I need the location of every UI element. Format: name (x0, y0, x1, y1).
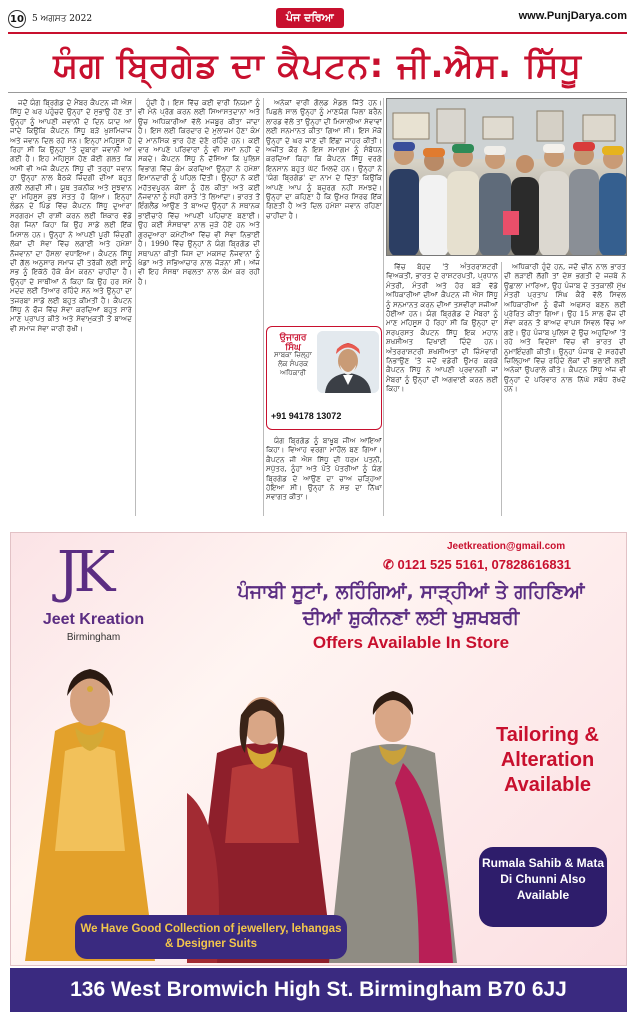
brand-logo: JK (57, 540, 110, 605)
ad-rumala-badge: Rumala Sahib & Mata Di Chunni Also Available (479, 847, 607, 927)
article-column-2 (138, 98, 260, 516)
article-text: ਜਦੋਂ ਯੰਗ ਬ੍ਰਿਗੇਡ ਦੇ ਮੈਂਬਰ ਕੈਪਟਨ ਜੀ ਐਸ ਸਿੱਧੂ ਦੇ ਘਰ ਪਹੁੰਚਦੇ ਉਨ੍ਹਾਂ ਦੇ ਸੁਭਾਉ ਹੋਣ ਤਾਂ ਉਨ੍ਹਾਂ ਨੂੰ ਆਪਣੀ ਜਵਾਨੀ ਦੇ ਦਿਨ ਯਾਦ ਆ ਜਾਂਦੇ ਕਿਉਂਕਿ ਕੈਪਟਨ ਸਿੱਧੂ ਬੜੇ ਖੁਸ਼ਮਿਜ਼ਾਜ ਅਤੇ ਜਵਾਨ ਦਿਲ ਰਹੇ ਸਨ। ਇਨ੍ਹਾਂ ਮਹਿਸੂਸ ਹੋ ਰਿਹਾ ਸੀ ਕਿ ਉਨ੍ਹਾਂ 'ਤੇ ਦੁਬਾਰਾ ਜਵਾਨੀ ਆ ਗਈ ਹੈ। ਇਹ ਮਹਿਸੂਸ ਹੋਣ ਕੋਈ ਗਲਤ ਕਿ ਅਸੀਂ ਵੀ ਅਜੇ ਕੈਪਟਨ ਸਿੱਧੂ ਦੀ ਤਰ੍ਹਾਂ ਜਵਾਨ ਹਾਂ ਉਨ੍ਹਾਂ ਨਾਲ ਬੈਠਕੇ ਜ਼ਿੰਦਗੀ ਦੀਆਂ ਬਹੁਤ ਗਲੀ ਲਗਦੀ ਸੀ। ਯੂਥ ਤਕਨੀਕ ਅਤੇ ਸੂਝਵਾਨ ਦਾ ਮਹਿਸੂਸ ਕੁਝ ਮੱਤਤ ਹੋ ਗਿਆ। ਇਨ੍ਹਾਂ ਲੰਡਨ ਦੇ ਪਿੰਡ ਵਿੱਚ ਕੈਪਟਨ ਸਿੱਧੂ ਦੁਆਰਾ ਸਰਗਰਮ ਦੀ ਰਾਸ਼ੀ ਕਰਨ ਲਈ ਸ਼ਿਕਾਰ ਵੱਡੇ ਰੋਗ ਜਿਨਾਂ ਕਿਹਾ ਕਿ ਉਹ ਸਾਡੇ ਲਈ ਇੱਕ ਮਿਸਾਲ ਹਨ। ਉਨ੍ਹਾਂ ਨੇ ਆਪਣੀ ਪੂਰੀ ਜ਼ਿੰਦਗੀ ਲੋਕਾਂ ਦੀ ਸੇਵਾ ਵਿੱਚ ਲਗਾਈ ਅਤੇ ਹਮੇਸ਼ਾ ਨੌਜਵਾਨਾਂ ਦਾ ਹੌਸਲਾ ਵਧਾਇਆ। ਕੈਪਟਨ ਸਿੱਧੂ ਦੀ ਗੱਲ ਅਨੁਸਾਰ ਸਮਾਜ ਦੀ ਤਰੱਕੀ ਲਈ ਸਾਨੂੰ ਸਭ ਨੂੰ ਇਕੱਠੇ ਹੋਕੇ ਕੰਮ ਕਰਨਾ ਚਾਹੀਦਾ ਹੈ। ਉਨ੍ਹਾਂ ਦੇ ਸਾਥੀਆਂ ਨੇ ਕਿਹਾ ਕਿ ਉਹ ਹਰ ਸਮੇਂ ਮਦਦ ਲਈ ਤਿਆਰ ਰਹਿੰਦੇ ਸਨ ਅਤੇ ਉਨ੍ਹਾਂ ਦਾ ਤਜਰਬਾ ਸਾਡੇ ਲਈ ਬਹੁਤ ਕੀਮਤੀ ਹੈ। ਕੈਪਟਨ ਸਿੱਧੂ ਨੇ ਫੌਜ ਵਿੱਚ ਸੇਵਾ ਕਰਦਿਆਂ ਬਹੁਤ ਸਾਰੇ ਮਾਣ ਪ੍ਰਾਪਤ ਕੀਤੇ ਅਤੇ ਸੇਵਾਮੁਕਤੀ ਤੋਂ ਬਾਅਦ ਵੀ ਸਮਾਜ ਸੇਵਾ ਜਾਰੀ ਰੱਖੀ। (10, 98, 132, 333)
header-divider (8, 32, 627, 34)
article-photo (386, 98, 627, 256)
brand-location: Birmingham (66, 632, 121, 643)
author-box (266, 326, 382, 430)
author-photo (317, 331, 379, 393)
ad-tailoring: Tailoring & Alteration Available (496, 724, 599, 796)
article-column-4 (386, 262, 498, 516)
ad-punjabi-line-2: ਦੀਆਂ ਸ਼ੁਕੀਨਣਾਂ ਲਈ ਖੁਸ਼ਖਬਰੀ (302, 607, 520, 629)
article-text: ਯੰਗ ਬ੍ਰਿਗੇਡ ਨੂੰ ਬਾਖੂਬ ਜੀਅ ਆਇਆਂ ਕਿਹਾ। ਵਿਆਹ ਵਰਗਾ ਮਾਹੌਲ ਬਣ ਗਿਆ। ਕੈਪਟਨ ਜੀ ਐਸ ਸਿੱਧੂ ਦੀ ਧਰਮ ਪਤਨੀ, ਸਪੁੱਤਰ, ਨੂੰਹਾਂ ਅਤੇ ਪੋਤੇ ਪੋਤਰੀਆਂ ਨੂੰ ਯੰਗ ਬ੍ਰਿਗੇਡ ਦੇ ਆਉਣ ਦਾ ਚਾਅ ਚੜ੍ਹਿਆ ਹੋਇਆ ਸੀ। ਉਨ੍ਹਾਂ ਨੇ ਸਭ ਦਾ ਨਿੱਘਾ ਸਵਾਗਤ ਕੀਤਾ। (266, 436, 382, 502)
advertisement (10, 532, 627, 966)
article-column-5 (504, 262, 626, 516)
page-number: 10 (8, 10, 26, 28)
page-header (8, 6, 627, 32)
author-name: ਉਜਾਗਰ ਸਿੰਘ (279, 333, 307, 353)
author-phone: +91 94178 13072 (271, 411, 342, 421)
article-column-3-bottom (266, 436, 382, 516)
article-text: ਅਧਿਕਾਰੀ ਹੁੰਦੇ ਹਨ, ਜਦੋਂ ਚੀਨ ਨਾਲ ਭਾਰਤ ਦੀ ਲੜਾਈ ਲੱਗੀ ਤਾਂ ਦੇਸ਼ ਭਗਤੀ ਦੇ ਜਜ਼ਬੇ ਨੇ ਉਛਾਲਾ ਮਾਰਿਆ, ਉਹ ਪੰਜਾਬ ਦੇ ਤਤਕਾਲੀ ਮੁੱਖ ਮੰਤਰੀ ਪ੍ਰਤਾਪ ਸਿੰਘ ਕੈਰੋਂ ਵੱਲੋਂ ਸਿਵਲ ਅਧਿਕਾਰੀਆਂ ਨੂੰ ਫੌਜੀ ਅਫਸਰ ਬਣਨ ਲਈ ਪ੍ਰੇਰਿਤ ਕੀਤਾ ਗਿਆ। ਉਹ 15 ਸਾਲ ਫੌਜ ਦੀ ਸੇਵਾ ਕਰਨ ਤੋਂ ਬਾਅਦ ਵਾਪਸ ਸਿਵਲ ਵਿੱਚ ਆ ਗਏ। ਉਹ ਪੰਜਾਬ ਪੁਲਿਸ ਦੇ ਉਚ ਅਹੁਦਿਆਂ 'ਤੇ ਰਹੇ ਅਤੇ ਵਿਦੇਸ਼ਾਂ ਵਿੱਚ ਵੀ ਭਾਰਤ ਦੀ ਨੁਮਾਇੰਦਗੀ ਕੀਤੀ। ਉਨ੍ਹਾਂ ਪੰਜਾਬ ਦੇ ਸਰਹੱਦੀ ਜ਼ਿਲ੍ਹਿਆਂ ਵਿੱਚ ਰਹਿੰਦੇ ਲੋਕਾਂ ਦੀ ਭਲਾਈ ਲਈ ਅਨੇਕਾਂ ਉਪਰਾਲੇ ਕੀਤੇ। ਕੈਪਟਨ ਸਿੱਧੂ ਅੱਜ ਵੀ ਉਨ੍ਹਾਂ ਦੇ ਪਰਿਵਾਰ ਨਾਲ ਨਿੱਘੇ ਸਬੰਧ ਰੱਖਦੇ ਹਨ। (504, 262, 626, 394)
column-divider (263, 98, 264, 516)
ad-punjabi-line-1: ਪੰਜਾਬੀ ਸੂਟਾਂ, ਲਹਿੰਗਿਆਂ, ਸਾੜ੍ਹੀਆਂ ਤੇ ਗਹਿਣਿਆਂ (237, 581, 585, 603)
article-column-3-top (266, 98, 382, 320)
website-url[interactable]: www.PunjDarya.com (518, 10, 627, 22)
ad-address-bar: 136 West Bromwich High St. Birmingham B70 6JJ (10, 968, 627, 1012)
masthead-logo: ਪੰਜ ਦਰਿਆ (276, 8, 344, 28)
column-divider (383, 98, 384, 516)
article-column-1 (10, 98, 132, 516)
ad-email[interactable]: Jeetkreation@gmail.com (447, 541, 566, 552)
article-text: ਹੁੰਦੀ ਹੈ। ਇਸ ਵਿੱਚ ਕਈ ਵਾਰੀ ਨਿਯਮਾਂ ਨੂੰ ਵੀ ਮੰਨੇ ਪ੍ਰੋਗ ਕਰਨ ਲਈ ਸਿਆਸਤਦਾਨਾਂ ਅਤੇ ਉਚ ਅਧਿਕਾਰੀਆਂ ਵੱਲੋਂ ਮਜਬੂਰ ਕੀਤਾ ਜਾਂਦਾ ਹੈ। ਇਸ ਲਈ ਕਿਰਦਾਰ ਦੇ ਮੁਲਾਜ਼ਮ ਹੋਣਾ ਕੰਮ ਦੇ ਮਾਨਸਿਕ ਭਾਰ ਹੋਣ ਦੇਣੋ ਰਹਿੰਦੇ ਹਨ। ਕਈ ਵਾਰ ਆਪਣੇ ਪਰਿਵਾਰਾਂ ਨੂੰ ਵੀ ਸਮਾਂ ਨਹੀਂ ਦੇ ਸਕਦੇ। ਕੈਪਟਨ ਸਿੱਧੂ ਨੇ ਦੱਸਿਆ ਕਿ ਪੁਲਿਸ ਵਿਭਾਗ ਵਿੱਚ ਕੰਮ ਕਰਦਿਆਂ ਉਨ੍ਹਾਂ ਨੇ ਹਮੇਸ਼ਾ ਇਮਾਨਦਾਰੀ ਨੂੰ ਪਹਿਲ ਦਿੱਤੀ। ਉਨ੍ਹਾਂ ਨੇ ਕਈ ਮਹੱਤਵਪੂਰਨ ਕੇਸਾਂ ਨੂੰ ਹੱਲ ਕੀਤਾ ਅਤੇ ਕਈ ਨੌਜਵਾਨਾਂ ਨੂੰ ਸਹੀ ਰਸਤੇ 'ਤੇ ਲਿਆਂਦਾ। ਭਾਰਤ ਤੋਂ ਇੰਗਲੈਂਡ ਆਉਣ ਤੋਂ ਬਾਅਦ ਉਨ੍ਹਾਂ ਨੇ ਸਥਾਨਕ ਭਾਈਚਾਰੇ ਵਿੱਚ ਆਪਣੀ ਪਹਿਚਾਣ ਬਣਾਈ। ਉਹ ਕਈ ਸੰਸਥਾਵਾਂ ਨਾਲ ਜੁੜੇ ਹੋਏ ਹਨ ਅਤੇ ਗੁਰਦੁਆਰਾ ਕਮੇਟੀਆਂ ਵਿੱਚ ਵੀ ਸੇਵਾ ਨਿਭਾਈ ਹੈ। 1990 ਵਿੱਚ ਉਨ੍ਹਾਂ ਨੇ ਯੰਗ ਬ੍ਰਿਗੇਡ ਦੀ ਸਥਾਪਨਾ ਕੀਤੀ ਜਿਸ ਦਾ ਮਕਸਦ ਨੌਜਵਾਨਾਂ ਨੂੰ ਖੇਡਾਂ ਅਤੇ ਸਭਿਆਚਾਰ ਨਾਲ ਜੋੜਨਾ ਸੀ। ਅੱਜ ਵੀ ਇਹ ਸੰਸਥਾ ਸਫਲਤਾ ਨਾਲ ਕੰਮ ਕਰ ਰਹੀ ਹੈ। (138, 98, 260, 286)
ad-collection-banner: We Have Good Collection of jewellery, lehangas & Designer Suits (75, 915, 347, 959)
author-role: ਸਾਬਕਾ ਜ਼ਿਲ੍ਹਾ ਲੋਕ ਸੰਪਰਕ ਅਧਿਕਾਰੀ (274, 351, 312, 377)
article-headline: ਯੰਗ ਬ੍ਰਿਗੇਡ ਦਾ ਕੈਪਟਨ: ਜੀ.ਐਸ. ਸਿੱਧੂ (53, 46, 582, 86)
column-divider (501, 262, 502, 516)
phone-icon: ✆ (383, 557, 398, 572)
column-divider (135, 98, 136, 516)
ad-offers: Offers Available In Store (312, 633, 510, 652)
ad-phone-text: 0121 525 5161, 07828616831 (397, 557, 572, 572)
headline-divider (8, 92, 627, 93)
article-text: ਅਨੇਕਾਂ ਵਾਰੀ ਗੋਲਡ ਮੈਡਲ ਜਿੱਤੇ ਹਨ। ਪਿਛਲੇ ਸਾਲ ਉਨ੍ਹਾਂ ਨੂੰ ਮਾਣਯੋਗ ਜ਼ਿਲਾ ਬਰੈਨ ਲਾਰਡ ਵੱਲੋਂ ਤਾਂ ਉਨ੍ਹਾਂ ਦੀ ਮਿਸਾਲੀਆ ਸੇਵਾਵਾਂ ਲਈ ਸਨਮਾਨਤ ਕੀਤਾ ਗਿਆ ਸੀ। ਇਸ ਮੌਕੇ ਉਨ੍ਹਾਂ ਦੇ ਘਰ ਜਾਣ ਦੀ ਇੱਛਾ ਜਾਹਰ ਕੀਤੀ। ਅਜੀਤ ਕੌਰ ਨੇ ਇਸ ਸਮਾਗਮ ਨੂੰ ਸੰਬੋਧਨ ਕਰਦਿਆਂ ਕਿਹਾ ਕਿ ਕੈਪਟਨ ਸਿੱਧੂ ਵਰਗੇ ਇਨਸਾਨ ਬਹੁਤ ਘੱਟ ਮਿਲਦੇ ਹਨ। ਉਨ੍ਹਾਂ ਨੇ 'ਯੰਗ ਬ੍ਰਿਗੇਡ' ਦਾ ਨਾਮ ਦੇ ਦਿੱਤਾ ਕਿਉਂਕਿ ਆਪਣੇ ਆਪ ਨੂੰ ਬਜ਼ੁਰਗ ਨਹੀਂ ਸਮਝਦੇ। ਉਨ੍ਹਾਂ ਦਾ ਕਹਿਣਾ ਹੈ ਕਿ ਉਮਰ ਸਿਰਫ ਇੱਕ ਗਿਣਤੀ ਹੈ ਅਤੇ ਦਿਲ ਹਮੇਸ਼ਾ ਜਵਾਨ ਰਹਿਣਾ ਚਾਹੀਦਾ ਹੈ। (266, 98, 382, 220)
article-text: ਵਿੱਚ ਬੇਹਦ 'ਤੇ ਅੰਤਰਰਾਸ਼ਟਰੀ ਵਿਅਕਤੀ, ਭਾਰਤ ਦੇ ਰਾਸ਼ਟਰਪਤੀ, ਪ੍ਰਧਾਨ ਮੰਤਰੀ, ਮੰਤਰੀ ਅਤੇ ਹੋਰ ਬੜੇ ਵੱਡੇ ਅਧਿਕਾਰੀਆਂ ਦੀਆਂ ਕੈਪਟਨ ਜੀ ਐਸ ਸਿੱਧੂ ਨੂੰ ਸਨਮਾਨਤ ਕਰਨ ਦੀਆਂ ਤਸਵੀਰਾਂ ਸਜੀਆਂ ਹੋਈਆਂ ਹਨ। ਯੰਗ ਬ੍ਰਿਗੇਡ ਦੇ ਮੈਂਬਰਾਂ ਨੂੰ ਮਾਣ ਮਹਿਸੂਸ ਹੋ ਰਿਹਾ ਸੀ ਕਿ ਉਨ੍ਹਾਂ ਦਾ ਸਰਪ੍ਰਸਤ ਕੈਪਟਨ ਸਿੱਧੂ ਇਕ ਮਹਾਨ ਸ਼ਖਸੀਅਤ ਦਿਖਾਈ ਦਿੰਦੇ ਹਨ। ਅੰਤਰਰਾਸ਼ਟਰੀ ਸ਼ਖਸੀਅਤਾਂ ਦੀ ਜ਼ਿੰਮੇਵਾਰੀ ਨਿਭਾਉਣ 'ਤੇ ਜਦੋਂ ਵਡੇਰੀ ਉਮਰ ਕਰਕੇ ਕੈਪਟਨ ਸਿੱਧੂ ਨੇ ਆਪਣੀ ਪ੍ਰਵਾਨਗੀ ਜਾਂ ਮੈਂਬਰਾਂ ਨੂੰ ਉਨ੍ਹਾਂ ਦੀ ਅਗਵਾਈ ਕਰਨ ਲਈ ਕਿਹਾ। (386, 262, 498, 394)
issue-date: 5 ਅਗਸਤ 2022 (32, 14, 93, 24)
ad-phone (383, 557, 571, 573)
brand-name: Jeet Kreation (42, 611, 145, 628)
